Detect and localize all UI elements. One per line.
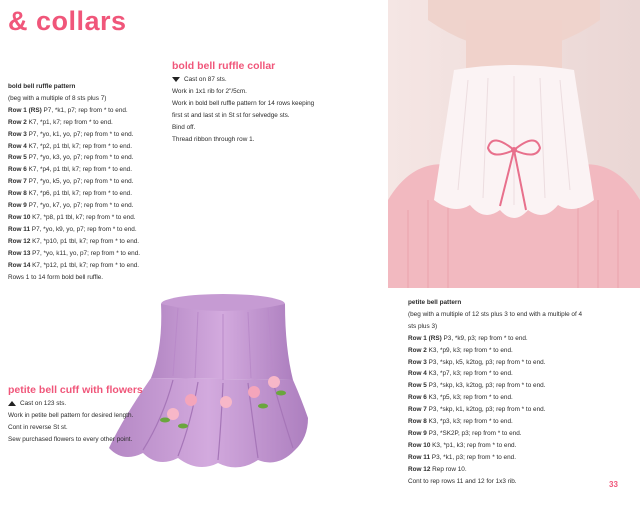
row-label: Row 3 (408, 358, 427, 366)
row-text: P7, *yo, k9, yo, p7; rep from * to end. (30, 225, 137, 233)
pattern-row (408, 357, 636, 369)
pattern-row (408, 416, 636, 428)
cuff-instructions (8, 384, 228, 446)
row-label: Row 11 (408, 453, 431, 461)
row-label: Row 7 (8, 178, 27, 186)
row-text: K3, *p1, k3; rep from * to end. (430, 441, 517, 449)
row-label: Row 12 (408, 465, 431, 473)
pattern-row (8, 188, 208, 200)
pattern-row (8, 200, 208, 212)
pattern-row (408, 392, 636, 404)
row-label: Row 1 (RS) (408, 334, 442, 342)
row-label: Row 5 (408, 382, 427, 390)
row-text: P7, *k1, p7; rep from * to end. (41, 106, 128, 114)
pattern-row (408, 440, 636, 452)
petite-bell-pattern-footer: Cont to rep rows 11 and 12 for 1x3 rib. (408, 477, 517, 485)
row-label: Row 10 (8, 213, 31, 221)
row-text: K3, *p3, k3; rep from * to end. (426, 418, 513, 426)
collar-photo-image (388, 0, 640, 288)
row-text: K7, *p6, p1 tbl, k7; rep from * to end. (26, 190, 132, 198)
row-label: Row 11 (8, 225, 31, 233)
cuff-title: petite bell cuff with flowers (8, 384, 143, 396)
pattern-row (8, 176, 208, 188)
section-heading: & collars (8, 6, 127, 36)
pattern-row (408, 380, 636, 392)
row-label: Row 2 (408, 346, 427, 354)
row-text: K3, *p5, k3; rep from * to end. (426, 394, 513, 402)
row-text: P7, *yo, k7, yo, p7; rep from * to end. (26, 202, 134, 210)
row-label: Row 2 (8, 118, 27, 126)
row-label: Row 1 (RS) (8, 106, 42, 114)
bold-bell-pattern-title: bold bell ruffle pattern (8, 83, 76, 90)
pattern-row (8, 260, 208, 272)
pattern-row (408, 452, 636, 464)
petite-bell-pattern-intro: (beg with a multiple of 12 sts plus 3 to end with a multiple of 4 sts plus 3) (408, 310, 583, 330)
pattern-row (408, 333, 636, 345)
row-text: K7, *p2, p1 tbl, k7; rep from * to end. (26, 142, 132, 150)
row-text: K7, *p8, p1 tbl, k7; rep from * to end. (30, 213, 136, 221)
triangle-down-icon (172, 77, 180, 82)
row-label: Row 12 (8, 237, 31, 245)
row-label: Row 4 (8, 142, 27, 150)
row-text: Rep row 10. (430, 465, 467, 473)
petite-bell-pattern-title: petite bell pattern (408, 299, 462, 306)
cuff-cast-on: Cast on 123 sts. (8, 398, 228, 410)
petite-bell-pattern (408, 297, 636, 488)
pattern-row (8, 236, 208, 248)
pattern-row (8, 212, 208, 224)
pattern-row (408, 404, 636, 416)
row-text: K7, *p4, p1 tbl, k7; rep from * to end. (26, 166, 132, 174)
row-label: Row 13 (8, 249, 31, 257)
row-text: P3, *SK2P, p3; rep from * to end. (426, 429, 522, 437)
row-label: Row 3 (8, 130, 27, 138)
collar-photo (388, 0, 640, 288)
row-text: P3, *k1, p3; rep from * to end. (430, 453, 516, 461)
row-text: P7, *yo, k3, yo, p7; rep from * to end. (26, 154, 134, 162)
row-text: K7, *p1, k7; rep from * to end. (26, 118, 113, 126)
row-text: P7, *yo, k5, yo, p7; rep from * to end. (26, 178, 134, 186)
collar-title: bold bell ruffle collar (172, 60, 276, 72)
row-label: Row 14 (8, 261, 31, 269)
row-label: Row 9 (408, 429, 427, 437)
row-label: Row 7 (408, 406, 427, 414)
row-text: K7, *p10, p1 tbl, k7; rep from * to end. (30, 237, 140, 245)
pattern-row (8, 248, 208, 260)
bold-bell-pattern-intro: (beg with a multiple of 8 sts plus 7) (8, 94, 107, 102)
pattern-row (8, 164, 208, 176)
petite-bell-pattern-rows (408, 333, 636, 476)
pattern-row (408, 345, 636, 357)
collar-lines: Work in 1x1 rib for 2"/5cm. Work in bold bell ruffle pattern for 14 rows keeping first st and last st in St st for selvedge sts. Bind off. Thread ribbon through row 1. (172, 87, 315, 143)
row-label: Row 8 (8, 190, 27, 198)
row-text: P3, *k9, p3; rep from * to end. (441, 334, 528, 342)
pattern-row (408, 464, 636, 476)
row-text: P3, *skp, k3, k2tog, p3; rep from * to end. (426, 382, 546, 390)
row-text: K3, *p9, k3; rep from * to end. (426, 346, 513, 354)
row-text: P3, *skp, k1, k2tog, p3; rep from * to end. (426, 406, 546, 414)
pattern-row (408, 428, 636, 440)
pattern-row (8, 224, 208, 236)
collar-instructions (172, 60, 382, 145)
row-text: P7, *yo, k11, yo, p7; rep from * to end. (30, 249, 141, 257)
row-label: Row 10 (408, 441, 431, 449)
triangle-up-icon (8, 401, 16, 406)
row-text: P7, *yo, k1, yo, p7; rep from * to end. (26, 130, 134, 138)
row-text: K3, *p7, k3; rep from * to end. (426, 370, 513, 378)
row-text: K7, *p12, p1 tbl, k7; rep from * to end. (30, 261, 140, 269)
row-label: Row 8 (408, 418, 427, 426)
pattern-row (408, 368, 636, 380)
collar-cast-on: Cast on 87 sts. (172, 74, 382, 86)
pattern-row (8, 152, 208, 164)
row-label: Row 6 (408, 394, 427, 402)
row-label: Row 9 (8, 202, 27, 210)
row-text: P3, *skp, k5, k2tog, p3; rep from * to end. (426, 358, 546, 366)
cuff-lines: Work in petite bell pattern for desired length. Cont in reverse St st. Sew purchased flowers to every other point. (8, 411, 134, 443)
row-label: Row 5 (8, 154, 27, 162)
page-number: 33 (609, 480, 618, 489)
bold-bell-pattern-footer: Rows 1 to 14 form bold bell ruffle. (8, 273, 104, 281)
row-label: Row 6 (8, 166, 27, 174)
row-label: Row 4 (408, 370, 427, 378)
